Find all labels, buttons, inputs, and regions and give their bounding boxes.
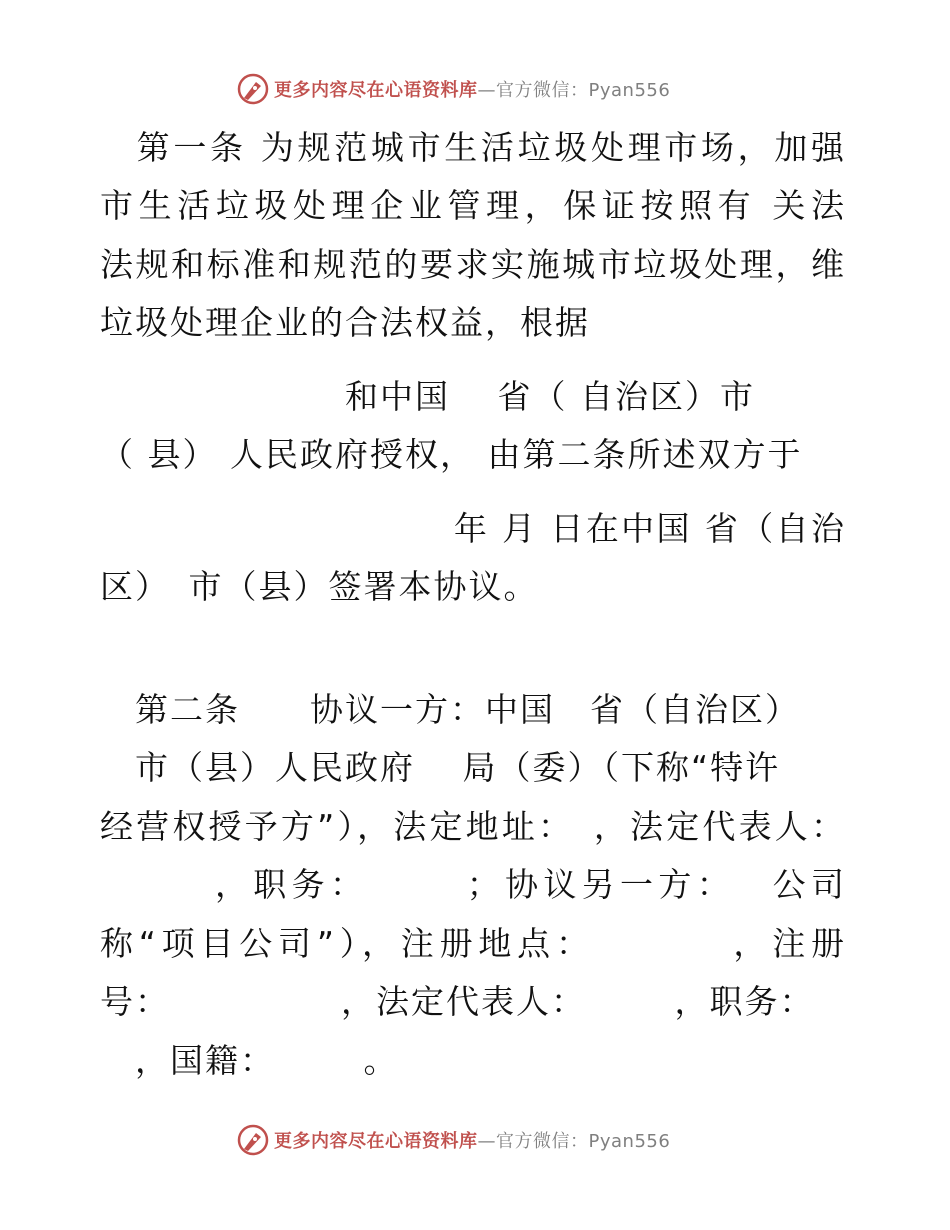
article-1-line-6: （ 县） 人民政府授权， 由第二条所述双方于	[100, 435, 803, 474]
article-1-line-8: 区） 市（县）签署本协议。	[100, 567, 539, 606]
article-2-line-2: 市（县）人民政府 局（委）（下称“特许	[100, 748, 781, 787]
article-2-line-7: ，国籍： 。	[100, 1041, 399, 1080]
article-1-line-7: 年 月 日在中国 省（自治	[100, 509, 846, 548]
article-1-line-5: 和中国 省（ 自治区）市	[100, 377, 755, 416]
article-2-line-3: 经营权授予方”），法定地址： ，法定代表人：	[100, 807, 846, 846]
watermark-wechat-text: —官方微信：Pyan556	[477, 80, 671, 101]
pen-nib-icon	[236, 1123, 270, 1157]
article-1-line-4: 垃圾处理企业的合法权益，根据	[100, 303, 590, 342]
watermark-site-text: 更多内容尽在心语资料库	[274, 80, 478, 101]
article-1-line-3: 法规和标准和规范的要求实施城市垃圾处理，维	[100, 245, 846, 284]
article-2-line-5: 称“项目公司”），注册地点： ，注册	[100, 924, 846, 963]
watermark-site-text: 更多内容尽在心语资料库	[274, 1131, 478, 1152]
pen-nib-icon	[236, 72, 270, 106]
footer-watermark	[236, 1123, 670, 1157]
header-watermark	[236, 72, 670, 106]
article-2-line-6: 号： ，法定代表人： ，职务：	[100, 982, 815, 1021]
watermark-wechat-text: —官方微信：Pyan556	[477, 1131, 671, 1152]
article-2-line-4: ，职务： ；协议另一方： 公司	[214, 865, 846, 904]
article-1-line-2: 市生活垃圾处理企业管理，保证按照有 关法	[100, 186, 846, 225]
article-1-line-1: 第一条 为规范城市生活垃圾处理市场，加强	[136, 128, 846, 167]
article-2-line-1: 第二条 协议一方：中国 省（自治区）	[100, 690, 800, 729]
